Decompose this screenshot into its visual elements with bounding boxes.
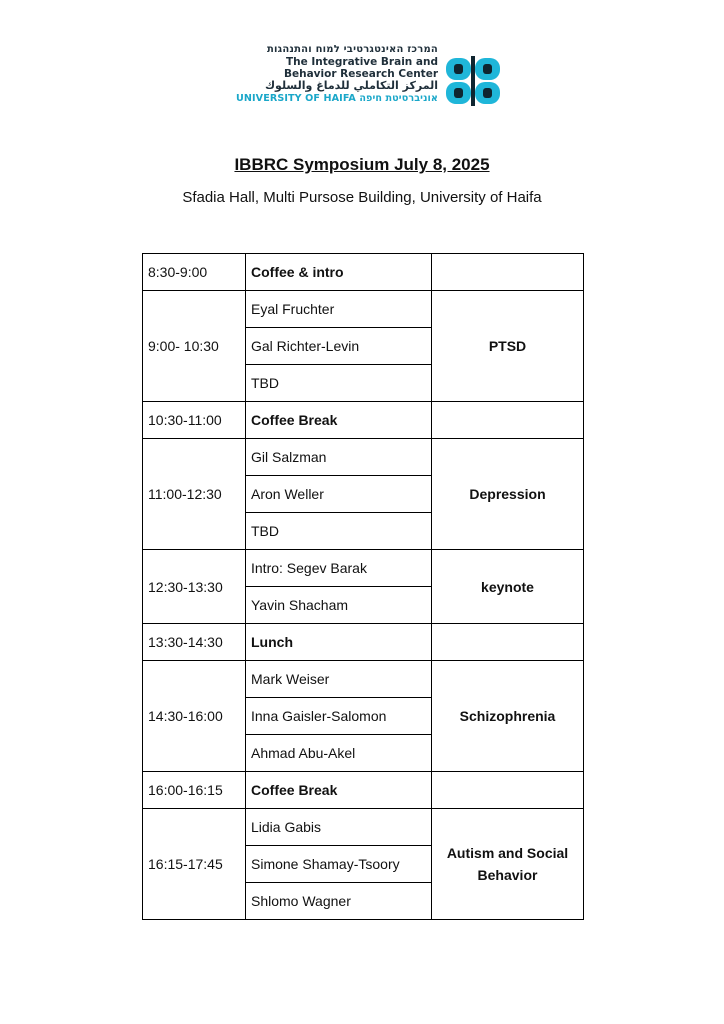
speaker-cell: Shlomo Wagner <box>246 883 432 920</box>
session-title-cell: Coffee & intro <box>246 254 432 291</box>
schedule-table <box>142 253 584 920</box>
speaker-cell: Mark Weiser <box>246 661 432 698</box>
topic-cell: PTSD <box>432 291 584 402</box>
logo-english-line-2: Behavior Research Center <box>284 68 438 80</box>
speaker-cell: Yavin Shacham <box>246 587 432 624</box>
table-row <box>143 254 584 291</box>
table-row <box>143 291 584 328</box>
time-cell: 10:30-11:00 <box>143 402 246 439</box>
topic-line: Behavior <box>477 867 538 883</box>
speaker-cell: Eyal Fruchter <box>246 291 432 328</box>
table-row <box>143 661 584 698</box>
logo-arabic-line: المركز التكاملي للدماغ والسلوك <box>264 79 438 92</box>
time-cell: 16:15-17:45 <box>143 809 246 920</box>
topic-cell: Schizophrenia <box>432 661 584 772</box>
topic-cell: keynote <box>432 550 584 624</box>
time-cell: 9:00- 10:30 <box>143 291 246 402</box>
speaker-cell: Aron Weller <box>246 476 432 513</box>
time-cell: 12:30-13:30 <box>143 550 246 624</box>
logo-english-line-1: The Integrative Brain and <box>285 56 438 68</box>
topic-cell <box>432 809 584 920</box>
table-row <box>143 439 584 476</box>
logo-text <box>220 44 438 106</box>
logo-university-line: UNIVERSITY OF HAIFA אוניברסיטת חיפה <box>235 93 438 104</box>
speaker-cell: Simone Shamay-Tsoory <box>246 846 432 883</box>
speaker-cell: TBD <box>246 513 432 550</box>
table-row <box>143 402 584 439</box>
table-row <box>143 550 584 587</box>
speaker-cell: TBD <box>246 365 432 402</box>
session-title-cell: Lunch <box>246 624 432 661</box>
speaker-cell: Inna Gaisler-Salomon <box>246 698 432 735</box>
table-row <box>143 772 584 809</box>
topic-cell <box>432 624 584 661</box>
topic-cell <box>432 402 584 439</box>
speaker-cell: Lidia Gabis <box>246 809 432 846</box>
session-title-cell: Coffee Break <box>246 772 432 809</box>
time-cell: 14:30-16:00 <box>143 661 246 772</box>
speaker-cell: Gal Richter-Levin <box>246 328 432 365</box>
time-cell: 13:30-14:30 <box>143 624 246 661</box>
time-cell: 8:30-9:00 <box>143 254 246 291</box>
topic-line: Autism and Social <box>446 845 569 861</box>
speaker-cell: Gil Salzman <box>246 439 432 476</box>
table-row <box>143 624 584 661</box>
logo-hebrew-line: המרכז האינטגרטיבי למוח והתנהגות <box>267 44 438 55</box>
ibbrc-logo <box>220 44 510 120</box>
speaker-cell: Ahmad Abu-Akel <box>246 735 432 772</box>
topic-cell <box>432 772 584 809</box>
double-b-brain-icon <box>444 52 502 110</box>
time-cell: 11:00-12:30 <box>143 439 246 550</box>
topic-cell <box>432 254 584 291</box>
page-title: IBBRC Symposium July 8, 2025 <box>234 155 490 174</box>
table-row <box>143 809 584 846</box>
speaker-cell: Intro: Segev Barak <box>246 550 432 587</box>
venue-subtitle: Sfadia Hall, Multi Pursose Building, University of Haifa <box>182 189 542 206</box>
topic-cell: Depression <box>432 439 584 550</box>
session-title-cell: Coffee Break <box>246 402 432 439</box>
time-cell: 16:00-16:15 <box>143 772 246 809</box>
